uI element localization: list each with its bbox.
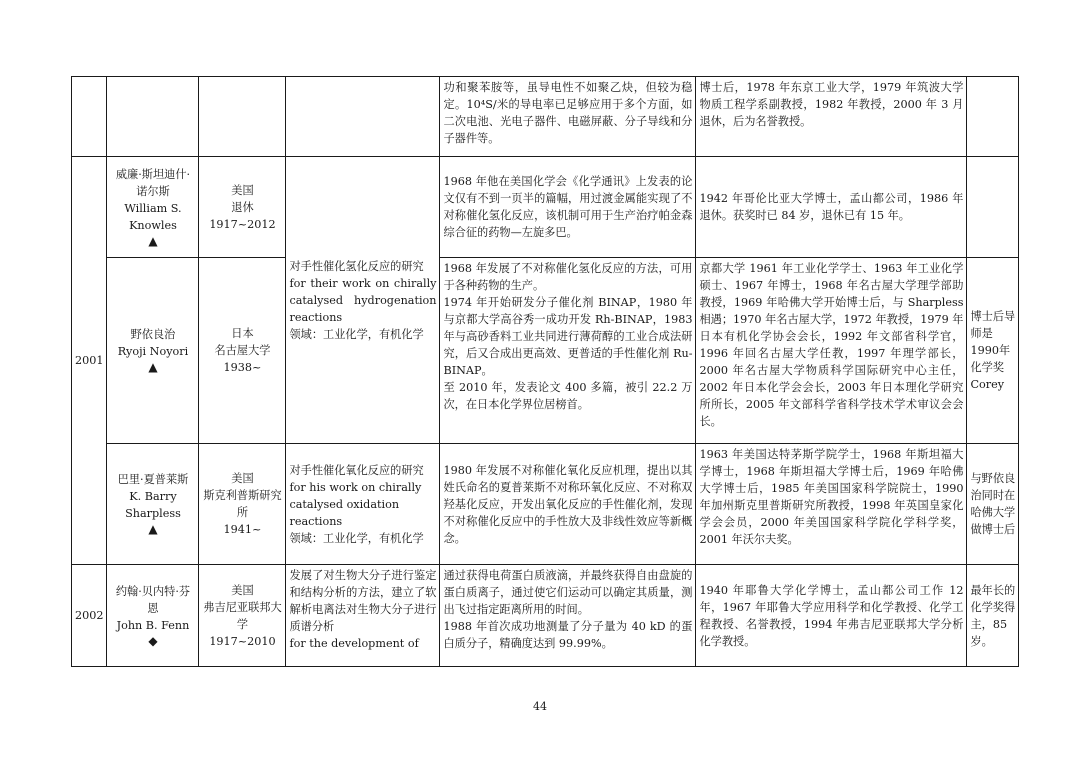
diamond-marker-icon: ◆ [148,633,158,648]
name-cell-empty [107,77,199,157]
laureate-name-zh: 野依良治 [130,328,176,341]
lifespan: 1917~2012 [209,217,276,231]
country: 日本 [231,327,254,340]
country: 美国 [231,472,254,485]
country: 美国 [231,183,254,197]
triangle-marker-icon: ▲ [148,233,158,248]
year-cell: 2002 [72,565,107,667]
laureate-name-zh: 约翰·贝内特·芬恩 [115,584,191,615]
affiliation-cell [199,258,286,444]
field-cell [286,444,440,565]
table-row [72,444,1019,565]
achievement-cell: 1980 年发展不对称催化氧化反应机理，提出以其姓氏命名的夏普莱斯不对称环氧化反应、不对称双羟基化反应，开发出氧化反应的手性催化剂，发现不对称催化反应中的手性放大及非线性效应等新概念。 [440,444,696,565]
laureate-name-en: Ryoji Noyori [117,345,189,358]
achievement-paragraph: 1968 年发展了不对称催化氢化反应的方法，可用于各种药物的生产。 [443,262,693,292]
laureate-name-cell [107,258,199,444]
lifespan: 1917~2010 [209,634,276,648]
affiliation-cell [199,444,286,565]
laureate-name-zh: 巴里·夏普莱斯 [117,473,189,486]
prize-title-en: for his work on chirally catalysed oxidation reactions [289,480,422,528]
achievement-paragraph: 至 2010 年，发表论文 400 多篇，被引 22.2 万次，在日本化学界位居榜首。 [443,381,693,411]
affiliation-cell [199,565,286,667]
laureate-name-en: K. Barry Sharpless [125,490,181,520]
achievement-cell: 1968 年他在美国化学会《化学通讯》上发表的论文仅有不到一页半的篇幅，用过渡金属能实现了不对称催化氢化反应，该机制可用于生产治疗帕金森综合征的药物—左旋多巴。 [440,157,696,258]
laureate-table [71,76,1019,667]
note-cell: 与野依良治同时在哈佛大学做博士后 [967,444,1019,565]
organization: 退休 [231,200,254,214]
prize-field: 领域：工业化学，有机化学 [289,327,424,341]
field-cell [286,565,440,667]
achievement-paragraph: 1974 年开始研发分子催化剂 BINAP，1980 年与京都大学高谷秀一成功开发 Rh-BINAP，1983 年与高砂香料工业共同进行薄荷醇的工业合成法研究，后又合成出更高效、更普适的手性催化剂 Ru-BINAP。 [443,296,693,377]
field-cell-empty [286,77,440,157]
career-cell: 1963 年美国达特茅斯学院学士，1968 年斯坦福大学博士，1968 年斯坦福大学博士后，1969 年哈佛大学博士后，1985 年美国国家科学院院士，1990 年加州斯克里普斯研究所教授，1998 年英国皇家化学会会员，2000 年美国国家科学院化学科学奖，2001 年沃尔夫奖。 [696,444,967,565]
achievement-cell: 功和聚苯胺等，虽导电性不如聚乙炔，但较为稳定。10⁴S/米的导电率已足够应用于多个方面，如二次电池、光电子器件、电磁屏蔽、分子导线和分子器件等。 [440,77,696,157]
affiliation-cell [199,157,286,258]
prize-title-en: for the development of [289,637,419,650]
laureate-name-cell [107,444,199,565]
table-row [72,258,1019,444]
table-row [72,157,1019,258]
note-cell: 博士后导师是1990年化学奖Corey [967,258,1019,444]
lifespan: 1938~ [223,361,262,374]
laureate-name-cell [107,565,199,667]
note-cell [967,157,1019,258]
prize-title-zh: 发展了对生物大分子进行鉴定和结构分析的方法，建立了软解析电离法对生物大分子进行质谱分析 [289,569,437,633]
page-number: 44 [533,700,547,713]
organization: 斯克利普斯研究所 [203,489,282,519]
prize-title-zh: 对手性催化氢化反应的研究 [289,259,424,273]
prize-title-zh: 对手性催化氧化反应的研究 [289,463,424,477]
note-cell: 最年长的化学奖得主，85 岁。 [967,565,1019,667]
career-cell: 1940 年耶鲁大学化学博士，孟山都公司工作 12 年，1967 年耶鲁大学应用科学和化学教授、化学工程教授、名誉教授，1994 年弗吉尼亚联邦大学分析化学教授。 [696,565,967,667]
table-row [72,77,1019,157]
affiliation-cell-empty [199,77,286,157]
achievement-paragraph: 1988 年首次成功地测量了分子量为 40 kD 的蛋白质分子，精确度达到 99.99%。 [443,620,693,650]
achievement-cell [440,258,696,444]
triangle-marker-icon: ▲ [148,522,158,536]
year-cell: 2001 [72,157,107,565]
lifespan: 1941~ [223,523,262,536]
laureate-name-en: John B. Fenn [116,618,190,632]
achievement-paragraph: 通过获得电荷蛋白质液滴，并最终获得自由盘旋的蛋白质离子，通过使它们运动可以确定其质量，测出飞过指定距离所用的时间。 [443,569,693,616]
triangle-marker-icon: ▲ [148,360,158,374]
field-cell [286,157,440,444]
country: 美国 [231,583,254,597]
table-row [72,565,1019,667]
organization: 名古屋大学 [214,344,271,357]
prize-title-en: for their work on chirally catalysed hydrogenation reactions [289,276,437,324]
organization: 弗吉尼亚联邦大学 [203,600,282,631]
laureate-name-cell [107,157,199,258]
achievement-cell [440,565,696,667]
career-cell: 博士后，1978 年东京工业大学，1979 年筑波大学物质工程学系副教授，1982 年教授，2000 年 3 月退休，后为名誉教授。 [696,77,967,157]
note-cell [967,77,1019,157]
year-cell-empty [72,77,107,157]
career-cell: 京都大学 1961 年工业化学学士、1963 年工业化学硕士、1967 年博士，1968 年名古屋大学理学部助教授，1969 年哈佛大学开始博士后，与 Sharpless 相遇；1970 年名古屋大学，1972 年教授，1979 年日本有机化学协会会长，1992 年文部省科学官，1996 年回名古屋大学任教，1997 年理学部长，2000 年名古屋大学物质科学国际研究中心主任，2002 年日本化学会会长，2003 年日本理化学研究所所长，2005 年文部科学省科学技术学术审议会会长。 [696,258,967,444]
laureate-name-en: William S. Knowles [124,201,182,232]
career-cell: 1942 年哥伦比亚大学博士，孟山都公司，1986 年退休。获奖时已 84 岁，退休已有 15 年。 [696,157,967,258]
prize-field: 领域：工业化学，有机化学 [289,531,424,545]
laureate-name-zh: 威廉·斯坦迪什·诺尔斯 [115,167,191,198]
